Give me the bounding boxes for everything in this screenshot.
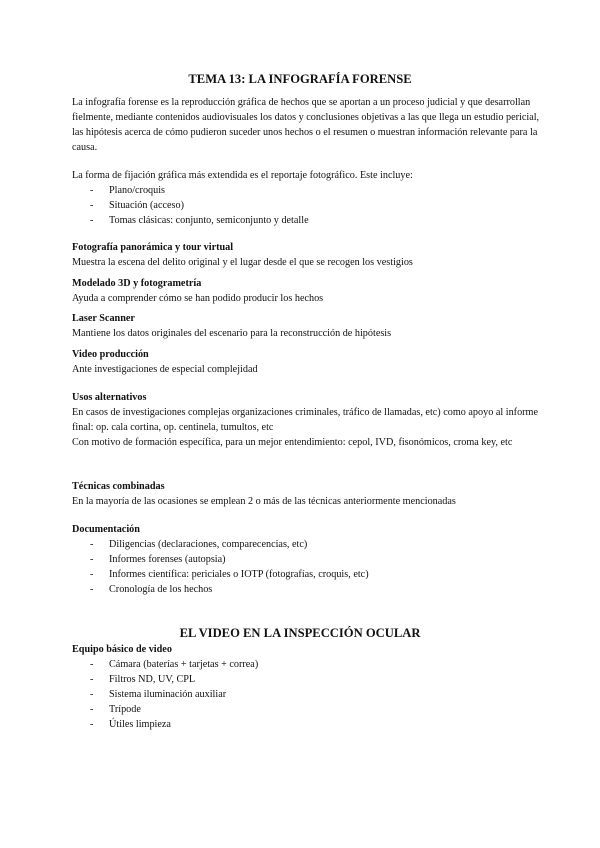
intro-paragraph: La infografía forense es la reproducción gráfica de hechos que se aportan a un proceso judicial y que desarrollan fielmente, mediante contenidos audiovisuales los datos y conclusiones objetivas a las que llega un estudio pericial, las hipótesis acerca de cómo pudieron suceder unos hechos o el resumen o muestran información relevante para la causa. [72, 97, 540, 153]
laser-section [72, 311, 540, 341]
list-item: - Plano/croquis [72, 183, 540, 198]
list-item: - Sistema iluminación auxiliar [72, 687, 540, 702]
section-text: En la mayoría de las ocasiones se emplean 2 o más de las técnicas anteriormente mencionadas [72, 496, 456, 507]
list-item: - Tomas clásicas: conjunto, semiconjunto y detalle [72, 213, 540, 228]
list-item: - Cámara (baterías + tarjetas + correa) [72, 657, 540, 672]
section-text: Con motivo de formación específica, para un mejor entendimiento: cepol, IVD, fisonómicos, croma key, etc [72, 437, 513, 448]
fijacion-paragraph: La forma de fijación gráfica más extendida es el reportaje fotográfico. Este incluye: [72, 170, 413, 181]
section-heading: Laser Scanner [72, 313, 135, 324]
list-item: - Útiles limpieza [72, 717, 540, 732]
section-text: En casos de investigaciones complejas organizaciones criminales, tráfico de llamadas, etc) como apoyo al informe final: op. cala cortina, op. centinela, tumultos, etc [72, 407, 539, 433]
section-heading: Técnicas combinadas [72, 481, 165, 492]
fijacion-section [72, 168, 540, 228]
equipo-section [72, 642, 540, 732]
modelado-section [72, 276, 540, 306]
section-heading: Video producción [72, 349, 149, 360]
usos-section [72, 390, 540, 450]
video-section [72, 347, 540, 377]
section-heading: Modelado 3D y fotogrametría [72, 278, 202, 289]
equipo-list [72, 657, 540, 732]
list-item: - Trípode [72, 702, 540, 717]
list-item: - Situación (acceso) [72, 198, 540, 213]
section-heading: Documentación [72, 524, 140, 535]
list-item: - Filtros ND, UV, CPL [72, 672, 540, 687]
documentacion-list [72, 537, 540, 597]
tecnicas-section [72, 479, 540, 509]
panoramica-section [72, 240, 540, 270]
section-text: Ante investigaciones de especial complejidad [72, 364, 258, 375]
page-title: TEMA 13: LA INFOGRAFÍA FORENSE [188, 72, 412, 86]
intro-section [72, 95, 540, 155]
section-heading: Usos alternativos [72, 392, 147, 403]
section-heading: Fotografía panorámica y tour virtual [72, 242, 234, 253]
list-item: - Diligencias (declaraciones, comparecencias, etc) [72, 537, 540, 552]
fijacion-list [72, 183, 540, 228]
documentacion-section [72, 522, 540, 597]
list-item: - Informes forenses (autopsia) [72, 552, 540, 567]
section-heading: Equipo básico de video [72, 644, 172, 655]
list-item: - Informes científica: periciales o IOTP (fotografías, croquis, etc) [72, 567, 540, 582]
section-text: Muestra la escena del delito original y el lugar desde el que se recogen los vestigios [72, 257, 413, 268]
section-text: Mantiene los datos originales del escenario para la reconstrucción de hipótesis [72, 328, 392, 339]
section-title-video: EL VIDEO EN LA INSPECCIÓN OCULAR [179, 626, 421, 640]
section-text: Ayuda a comprender cómo se han podido producir los hechos [72, 293, 324, 304]
list-item: - Cronología de los hechos [72, 582, 540, 597]
